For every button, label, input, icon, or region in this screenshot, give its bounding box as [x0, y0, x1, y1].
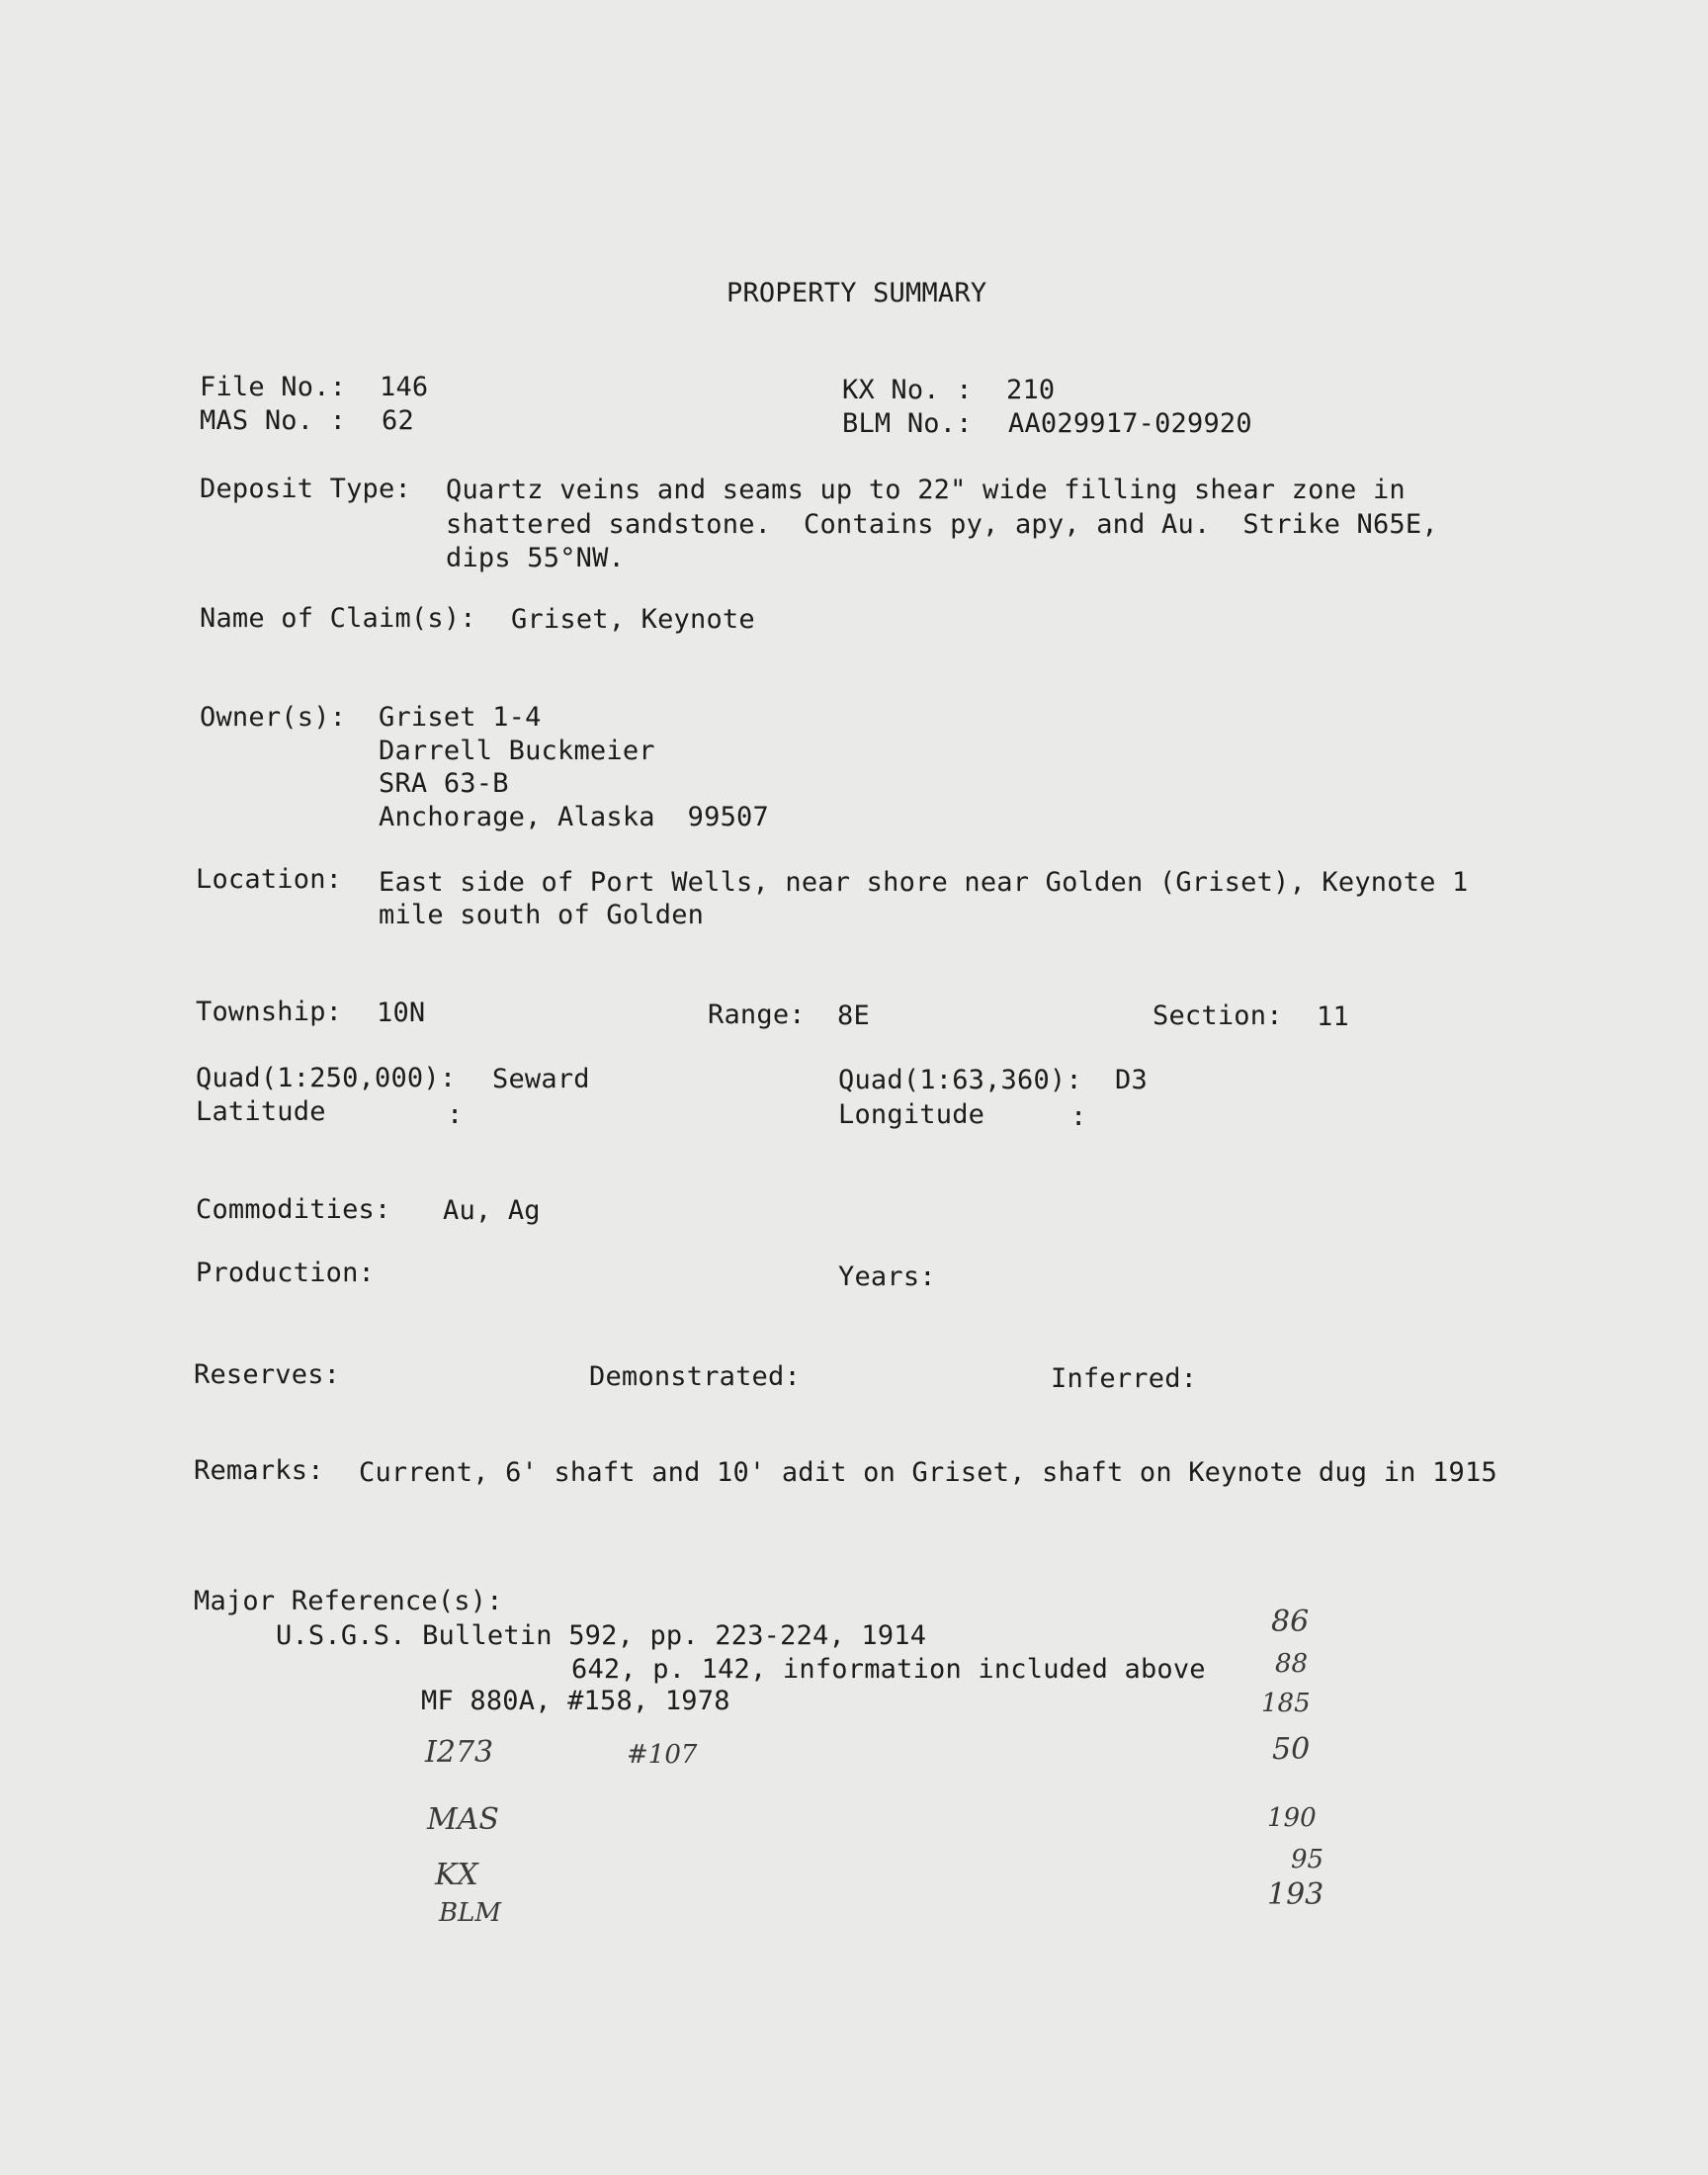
- location-line: East side of Port Wells, near shore near Golden (Griset), Keynote 1: [379, 867, 1469, 898]
- reference-line: MF 880A, #158, 1978: [421, 1686, 730, 1716]
- longitude-label: Longitude: [838, 1099, 985, 1130]
- township-value: 10N: [377, 998, 426, 1028]
- reference-line: 642, p. 142, information included above: [571, 1654, 1206, 1685]
- years-label: Years:: [838, 1262, 936, 1292]
- demonstrated-label: Demonstrated:: [589, 1361, 801, 1392]
- deposit-type-label: Deposit Type:: [200, 474, 411, 504]
- location-label: Location:: [196, 864, 343, 895]
- latitude-label: Latitude: [196, 1096, 326, 1127]
- latitude-colon: :: [447, 1099, 464, 1130]
- location-line: mile south of Golden: [379, 900, 705, 930]
- handwritten-number: 88: [1275, 1649, 1309, 1679]
- handwritten-number: 50: [1272, 1732, 1311, 1767]
- handwritten-number: 185: [1261, 1689, 1311, 1718]
- township-label: Township:: [196, 997, 343, 1027]
- handwritten-number: 95: [1291, 1845, 1324, 1874]
- owner-line: SRA 63-B: [379, 768, 509, 799]
- remarks-label: Remarks:: [194, 1455, 324, 1486]
- quad-63-label: Quad(1:63,360):: [838, 1065, 1082, 1095]
- handwritten-note: KX: [435, 1858, 478, 1892]
- kx-no-value: 210: [1006, 375, 1056, 405]
- quad-63-value: D3: [1115, 1065, 1148, 1095]
- handwritten-number: 190: [1267, 1803, 1317, 1833]
- owner-line: Griset 1-4: [379, 702, 542, 733]
- handwritten-note: BLM: [439, 1898, 501, 1928]
- quad-250-value: Seward: [492, 1064, 590, 1094]
- kx-no-label: KX No. :: [842, 375, 973, 405]
- handwritten-note: MAS: [427, 1802, 499, 1837]
- mas-no-label: MAS No. :: [200, 405, 347, 436]
- section-label: Section:: [1153, 1000, 1283, 1031]
- deposit-type-line: shattered sandstone. Contains py, apy, and Au. Strike N65E,: [446, 509, 1438, 540]
- owners-label: Owner(s):: [200, 702, 347, 733]
- blm-no-value: AA029917-029920: [1008, 408, 1252, 439]
- commodities-label: Commodities:: [196, 1194, 391, 1225]
- range-label: Range:: [708, 1000, 806, 1030]
- claims-value: Griset, Keynote: [511, 604, 755, 635]
- page-title: PROPERTY SUMMARY: [726, 278, 987, 308]
- production-label: Production:: [196, 1258, 376, 1288]
- handwritten-note: I273: [425, 1735, 494, 1770]
- owner-line: Darrell Buckmeier: [379, 736, 655, 766]
- reserves-label: Reserves:: [194, 1359, 341, 1390]
- deposit-type-line: dips 55°NW.: [446, 543, 626, 573]
- commodities-value: Au, Ag: [443, 1195, 541, 1226]
- handwritten-note: #107: [627, 1740, 698, 1770]
- remarks-value: Current, 6' shaft and 10' adit on Griset, shaft on Keynote dug in 1915: [359, 1457, 1497, 1488]
- range-value: 8E: [837, 1000, 870, 1031]
- reference-line: U.S.G.S. Bulletin 592, pp. 223-224, 1914: [276, 1620, 927, 1651]
- handwritten-number: 86: [1271, 1605, 1310, 1639]
- quad-250-label: Quad(1:250,000):: [196, 1063, 457, 1093]
- longitude-colon: :: [1070, 1101, 1087, 1132]
- inferred-label: Inferred:: [1051, 1363, 1198, 1394]
- handwritten-number: 193: [1267, 1877, 1324, 1912]
- mas-no-value: 62: [382, 405, 414, 436]
- file-no-label: File No.:: [200, 372, 347, 402]
- blm-no-label: BLM No.:: [842, 408, 973, 439]
- deposit-type-line: Quartz veins and seams up to 22" wide filling shear zone in: [446, 475, 1406, 505]
- claims-label: Name of Claim(s):: [200, 603, 476, 634]
- owner-line: Anchorage, Alaska 99507: [379, 802, 769, 832]
- references-label: Major Reference(s):: [194, 1586, 503, 1616]
- file-no-value: 146: [380, 372, 429, 402]
- section-value: 11: [1317, 1001, 1349, 1032]
